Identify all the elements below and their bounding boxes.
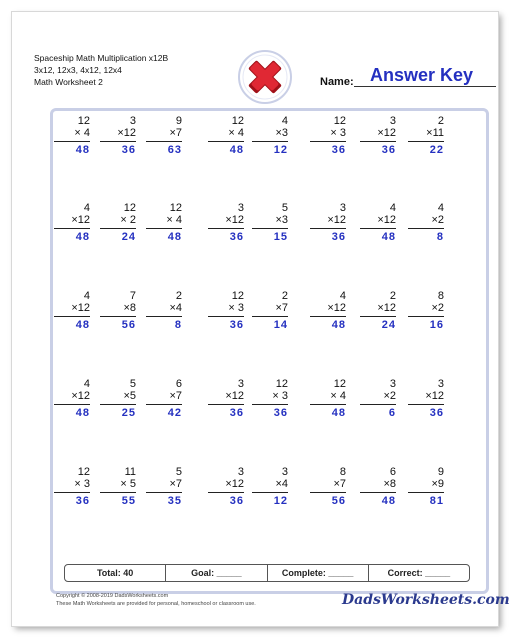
score-bar — [64, 564, 470, 582]
answer: 56 — [121, 319, 136, 331]
answer: 48 — [331, 319, 346, 331]
answer-rule — [146, 404, 182, 405]
multiplicand: 3 — [389, 378, 396, 390]
multiplicand: 12 — [231, 115, 244, 127]
answer-rule — [408, 492, 444, 493]
multiplicand: 5 — [129, 378, 136, 390]
answer: 48 — [75, 407, 90, 419]
multiplier: ×2 — [431, 302, 444, 314]
answer: 48 — [331, 407, 346, 419]
answer-rule — [360, 492, 396, 493]
multiplicand: 5 — [175, 466, 182, 478]
problem — [100, 378, 136, 419]
problem — [54, 378, 90, 419]
answer: 12 — [273, 495, 288, 507]
problem — [146, 115, 182, 156]
problem — [100, 290, 136, 331]
answer-rule — [54, 404, 90, 405]
answer-rule — [252, 492, 288, 493]
problem — [146, 290, 182, 331]
multiplicand: 4 — [437, 202, 444, 214]
answer: 36 — [229, 407, 244, 419]
multiplier: ×5 — [123, 390, 136, 402]
answer-rule — [100, 404, 136, 405]
answer-rule — [360, 228, 396, 229]
multiplier: × 3 — [272, 390, 288, 402]
multiplicand: 3 — [237, 202, 244, 214]
problem — [252, 378, 288, 419]
multiplier: × 2 — [120, 214, 136, 226]
problem — [408, 290, 444, 331]
multiplier: × 4 — [166, 214, 182, 226]
problem — [310, 115, 346, 156]
answer-rule — [252, 228, 288, 229]
answer: 24 — [121, 231, 136, 243]
multiplicand: 9 — [437, 466, 444, 478]
multiplicand: 4 — [389, 202, 396, 214]
answer-rule — [146, 316, 182, 317]
problem — [146, 378, 182, 419]
problem — [408, 466, 444, 507]
problem — [54, 290, 90, 331]
multiplier: ×12 — [71, 390, 90, 402]
problem — [360, 115, 396, 156]
multiplicand: 2 — [175, 290, 182, 302]
worksheet-page — [12, 12, 510, 626]
multiplicand: 5 — [281, 202, 288, 214]
answer: 48 — [75, 231, 90, 243]
multiplicand: 12 — [333, 378, 346, 390]
answer-rule — [146, 228, 182, 229]
problem — [310, 290, 346, 331]
answer-rule — [360, 404, 396, 405]
problem — [408, 202, 444, 243]
answer-rule — [54, 492, 90, 493]
answer-rule — [310, 492, 346, 493]
multiplicand: 2 — [281, 290, 288, 302]
multiplicand: 3 — [281, 466, 288, 478]
answer: 36 — [273, 407, 288, 419]
problem — [146, 202, 182, 243]
complete-field: Complete: _____ — [268, 565, 369, 581]
answer: 8 — [436, 231, 444, 243]
answer-key-label: Answer Key — [370, 65, 474, 85]
answer: 36 — [121, 144, 136, 156]
copyright-line: Copyright © 2008-2019 DadsWorksheets.com — [56, 593, 169, 599]
answer-rule — [310, 316, 346, 317]
multiplier: ×7 — [169, 127, 182, 139]
worksheet-number: Math Worksheet 2 — [34, 77, 103, 87]
multiplicand: 11 — [124, 466, 136, 478]
answer-rule — [100, 492, 136, 493]
answer: 55 — [121, 495, 136, 507]
answer-rule — [54, 228, 90, 229]
answer: 48 — [75, 144, 90, 156]
multiplicand: 7 — [129, 290, 136, 302]
problem — [208, 290, 244, 331]
problem — [54, 202, 90, 243]
answer-rule — [208, 404, 244, 405]
problem — [360, 466, 396, 507]
multiplicand: 8 — [437, 290, 444, 302]
multiplicand: 4 — [83, 202, 90, 214]
answer-rule — [310, 141, 346, 142]
multiplier: ×7 — [169, 390, 182, 402]
goal-field: Goal: _____ — [166, 565, 267, 581]
problem — [208, 378, 244, 419]
problem — [54, 115, 90, 156]
answer: 63 — [167, 144, 182, 156]
answer-rule — [310, 404, 346, 405]
problem — [54, 466, 90, 507]
multiplier: × 3 — [74, 478, 90, 490]
multiplicand: 3 — [339, 202, 346, 214]
problem — [208, 202, 244, 243]
problem — [208, 115, 244, 156]
answer-rule — [408, 228, 444, 229]
multiplier: × 4 — [228, 127, 244, 139]
multiplier: ×12 — [117, 127, 136, 139]
answer-rule — [146, 492, 182, 493]
answer: 56 — [331, 495, 346, 507]
answer-rule — [408, 404, 444, 405]
answer: 16 — [429, 319, 444, 331]
problem — [252, 202, 288, 243]
multiplier: ×4 — [275, 478, 288, 490]
total-field: Total: 40 — [65, 565, 166, 581]
answer-rule — [54, 316, 90, 317]
multiplier: ×3 — [275, 127, 288, 139]
multiplicand: 3 — [237, 466, 244, 478]
answer-rule — [252, 404, 288, 405]
answer-rule — [100, 228, 136, 229]
multiplier: ×2 — [431, 214, 444, 226]
answer: 48 — [381, 495, 396, 507]
worksheet-subtitle: 3x12, 12x3, 4x12, 12x4 — [34, 65, 122, 75]
answer: 36 — [229, 495, 244, 507]
multiplicand: 2 — [437, 115, 444, 127]
answer-rule — [252, 316, 288, 317]
answer: 36 — [331, 144, 346, 156]
answer: 24 — [381, 319, 396, 331]
problem — [408, 115, 444, 156]
answer: 22 — [429, 144, 444, 156]
multiplier: ×12 — [327, 302, 346, 314]
multiplicand: 9 — [175, 115, 182, 127]
multiplier: × 3 — [330, 127, 346, 139]
problem — [360, 290, 396, 331]
answer: 48 — [229, 144, 244, 156]
multiplier: ×7 — [169, 478, 182, 490]
answer-rule — [310, 228, 346, 229]
problem-frame — [50, 108, 489, 594]
multiplier: ×12 — [327, 214, 346, 226]
answer: 15 — [273, 231, 288, 243]
multiplier: ×11 — [426, 127, 444, 139]
problem — [360, 202, 396, 243]
multiplicand: 3 — [437, 378, 444, 390]
multiplicand: 8 — [339, 466, 346, 478]
answer-rule — [408, 141, 444, 142]
multiplicand: 12 — [169, 202, 182, 214]
name-line — [354, 86, 496, 87]
answer-rule — [408, 316, 444, 317]
answer-rule — [360, 141, 396, 142]
problem — [360, 378, 396, 419]
multiplicand: 6 — [175, 378, 182, 390]
answer: 8 — [174, 319, 182, 331]
multiplicand: 4 — [83, 378, 90, 390]
answer: 25 — [121, 407, 136, 419]
answer: 48 — [381, 231, 396, 243]
multiplicand: 6 — [389, 466, 396, 478]
multiplicand: 3 — [237, 378, 244, 390]
problem — [310, 378, 346, 419]
answer: 36 — [75, 495, 90, 507]
multiplier: × 3 — [228, 302, 244, 314]
multiplier: ×12 — [225, 214, 244, 226]
problem — [252, 290, 288, 331]
multiplicand: 3 — [129, 115, 136, 127]
multiplicand: 4 — [83, 290, 90, 302]
problem — [100, 466, 136, 507]
multiplier: ×7 — [275, 302, 288, 314]
multiplier: × 4 — [330, 390, 346, 402]
answer-rule — [208, 316, 244, 317]
answer: 81 — [429, 495, 444, 507]
answer: 36 — [381, 144, 396, 156]
problem — [310, 466, 346, 507]
problem — [252, 115, 288, 156]
correct-field: Correct: _____ — [387, 568, 451, 578]
answer: 6 — [388, 407, 396, 419]
multiplier: ×12 — [71, 302, 90, 314]
multiplicand: 12 — [333, 115, 346, 127]
answer-rule — [360, 316, 396, 317]
multiplier: ×12 — [377, 302, 396, 314]
answer-rule — [54, 141, 90, 142]
answer-rule — [252, 141, 288, 142]
answer-rule — [208, 141, 244, 142]
problem — [146, 466, 182, 507]
problem — [310, 202, 346, 243]
multiplier: × 5 — [120, 478, 136, 490]
answer: 48 — [75, 319, 90, 331]
multiplier: ×12 — [377, 214, 396, 226]
multiplier: ×4 — [169, 302, 182, 314]
multiplicand: 12 — [275, 378, 288, 390]
problem — [408, 378, 444, 419]
multiplier: ×12 — [225, 390, 244, 402]
multiplier: ×12 — [71, 214, 90, 226]
answer: 12 — [273, 144, 288, 156]
problem — [100, 115, 136, 156]
multiplicand: 4 — [281, 115, 288, 127]
multiplicand: 4 — [339, 290, 346, 302]
answer: 14 — [273, 319, 288, 331]
problem — [100, 202, 136, 243]
answer-rule — [100, 141, 136, 142]
answer: 36 — [229, 319, 244, 331]
usage-note: These Math Worksheets are provided for personal, homeschool or classroom use. — [56, 601, 256, 607]
worksheet-title: Spaceship Math Multiplication x12B — [34, 53, 169, 63]
multiplier: ×7 — [333, 478, 346, 490]
answer-rule — [100, 316, 136, 317]
multiplier: ×8 — [383, 478, 396, 490]
answer-rule — [208, 492, 244, 493]
brand-logo: DadsWorksheets.com — [342, 592, 510, 608]
multiplier: × 4 — [74, 127, 90, 139]
problem — [208, 466, 244, 507]
multiplicand: 12 — [123, 202, 136, 214]
answer: 36 — [229, 231, 244, 243]
multiplicand: 12 — [77, 466, 90, 478]
answer: 36 — [429, 407, 444, 419]
red-x-icon — [238, 50, 292, 104]
answer: 36 — [331, 231, 346, 243]
answer-rule — [146, 141, 182, 142]
multiplier: ×8 — [123, 302, 136, 314]
name-label: Name: — [320, 76, 354, 88]
multiplicand: 3 — [389, 115, 396, 127]
multiplier: ×12 — [225, 478, 244, 490]
multiplier: ×12 — [425, 390, 444, 402]
answer: 42 — [167, 407, 182, 419]
multiplier: ×3 — [275, 214, 288, 226]
multiplicand: 12 — [77, 115, 90, 127]
multiplicand: 12 — [231, 290, 244, 302]
multiplier: ×12 — [377, 127, 396, 139]
multiplier: ×9 — [431, 478, 444, 490]
answer-rule — [208, 228, 244, 229]
answer: 35 — [167, 495, 182, 507]
answer: 48 — [167, 231, 182, 243]
multiplicand: 2 — [389, 290, 396, 302]
problem — [252, 466, 288, 507]
multiplier: ×2 — [383, 390, 396, 402]
